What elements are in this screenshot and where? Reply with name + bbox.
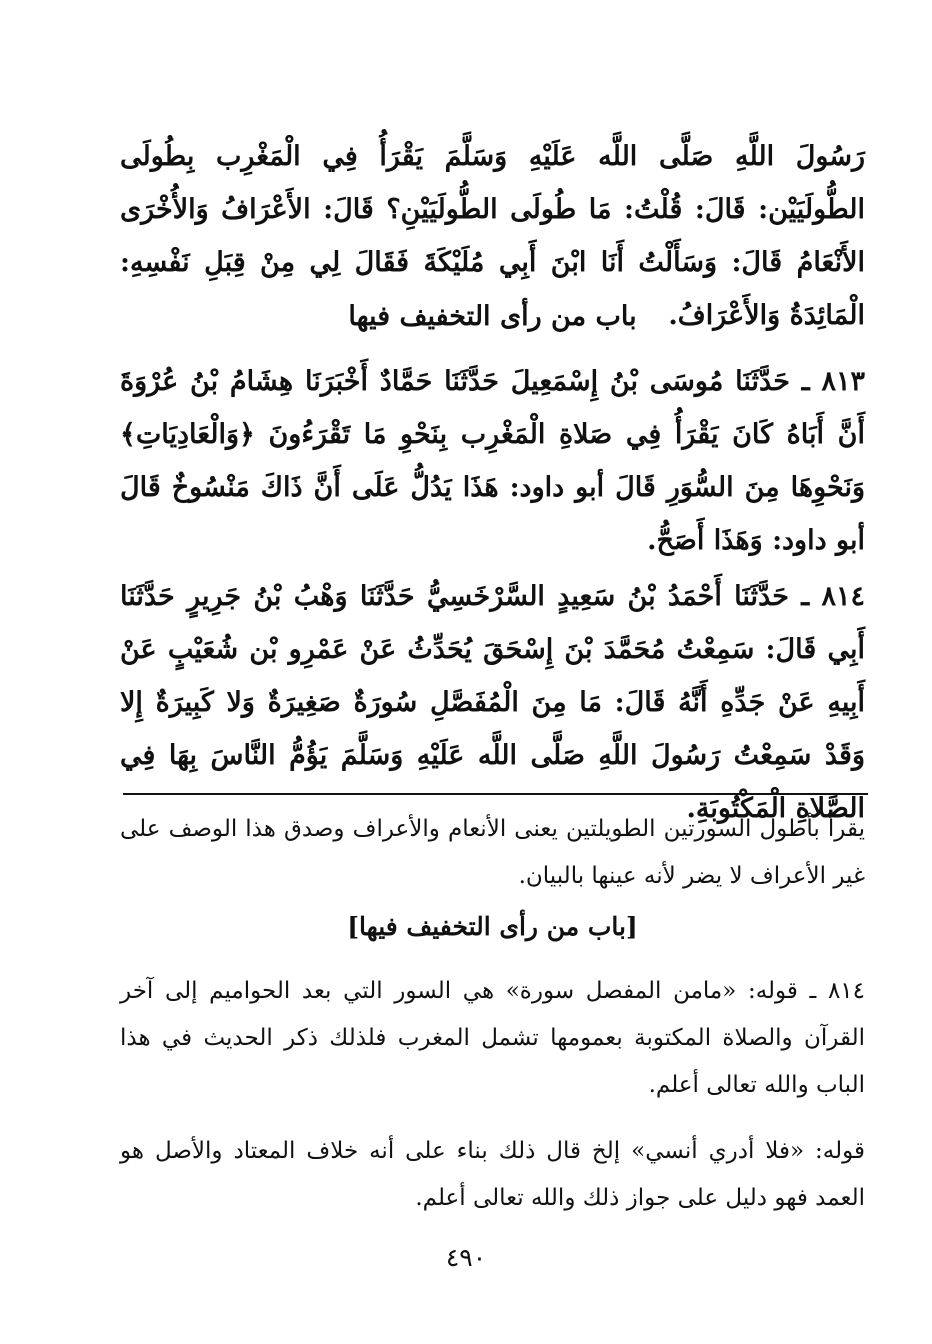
commentary-paragraph-814: ٨١٤ ـ قوله: «مامن المفصل سورة» هي السور التي بعد الحواميم إلى آخر القرآن والصلاة المكتوبة بعمومها تشمل المغرب فلذلك ذكر الحديث في هذا الباب والله تعالى أعلم.: [120, 978, 865, 1098]
footnote-divider: [123, 793, 868, 795]
page-number: ٤٩٠: [445, 1243, 487, 1272]
hadith-814: ٨١٤ ـ حَدَّثَنَا أَحْمَدُ بْنُ سَعِيدٍ السَّرْخَسِيُّ حَدَّثَنَا وَهْبُ بْنُ جَرِيرٍ حَدَّثَنَا أَبِي قَالَ: سَمِعْتُ مُحَمَّدَ بْنَ إِسْحَقَ يُحَدِّثُ عَنْ عَمْرِو بْن شُعَيْبٍ عَنْ أَبِيهِ عَنْ جَدِّهِ أَنَّهُ قَالَ: مَا مِنَ الْمُفَصَّلِ سُورَةٌ صَغِيرَةٌ وَلا كَبِيرَةٌ إِلا وَقَدْ سَمِعْتُ رَسُولَ اللَّهِ صَلَّى اللَّه عَلَيْهِ وَسَلَّمَ يَؤُمُّ النَّاسَ بِهَا فِي الصَّلاةِ الْمَكْتُوبَةِ.: [120, 581, 865, 824]
chapter-heading: باب من رأى التخفيف فيها: [348, 301, 637, 332]
hadith-continuation: رَسُولَ اللَّهِ صَلَّى اللَّه عَلَيْهِ وَسَلَّمَ يَقْرَأُ فِي الْمَغْرِب بِطُولَى الطُّولَيَيْن: قَالَ: قُلْتُ: مَا طُولَى الطُّولَيَيْنِ؟ قَالَ: الأَعْرَافُ وَالأُخْرَى الأَنْعَامُ قَالَ: وَسَأَلْتُ أَنَا ابْنَ أَبِي مُلَيْكَةَ فَقَالَ لِي مِنْ قِبَلِ نَفْسِهِ: الْمَائِدَةُ وَالأَعْرَافُ.: [120, 141, 865, 331]
commentary-chapter-heading: [باب من رأى التخفيف فيها]: [347, 912, 638, 941]
hadith-813: ٨١٣ ـ حَدَّثَنَا مُوسَى بْنُ إِسْمَعِيلَ حَدَّثَنَا حَمَّادٌ أَخْبَرَنَا هِشَامُ بْنُ عُرْوَةَ أَنَّ أَبَاهُ كَانَ يَقْرَأُ فِي صَلاةِ الْمَغْرِب بِنَحْوِ مَا تَقْرَءُونَ ﴿وَالْعَادِيَاتِ﴾ وَنَحْوِهَا مِنَ السُّوَرِ قَالَ أبو داود: هَذَا يَدُلُّ عَلَى أَنَّ ذَاكَ مَنْسُوخٌ قَالَ أبو داود: وَهَذَا أَصَحُّ.: [120, 366, 865, 556]
commentary-paragraph-3: قوله: «فلا أدري أنسي» إلخ قال ذلك بناء على أنه خلاف المعتاد والأصل هو العمد فهو دليل على جواز ذلك والله تعالى أعلم.: [120, 1138, 865, 1211]
commentary-paragraph-1: يقرأ بأطول السورتين الطويلتين يعنى الأنعام والأعراف وصدق هذا الوصف على غير الأعراف لا يضر لأنه عينها بالبيان.: [120, 816, 865, 889]
